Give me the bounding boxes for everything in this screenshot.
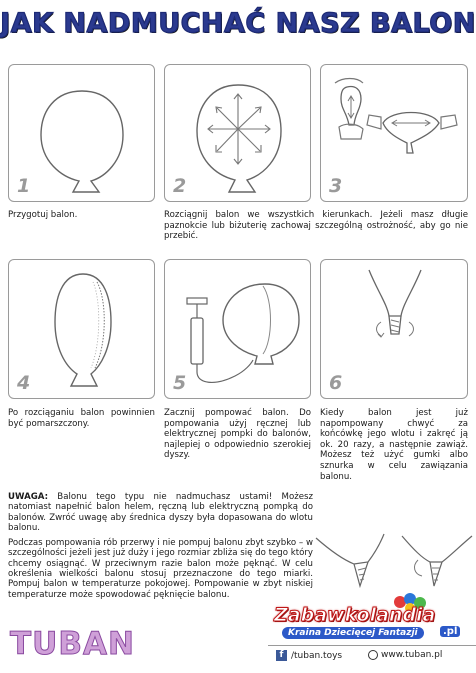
zabawkolandia-tagline: Kraina Dziecięcej Fantazji [282,627,424,639]
step-2-caption: Rozciągnij balon we wszystkich kierunkach. Jeżeli masz długie paznokcie lub biżuterię zachowaj szczególną ostrożność, aby go nie przebić. [164,210,468,242]
warning-label: UWAGA: [8,492,49,502]
step-1-panel [8,64,155,202]
balloon-illustration [9,65,155,202]
wrinkled-balloon-illustration [9,260,155,399]
step-5-caption: Zacznij pompować balon. Do pompowania użyj ręcznej lub elektrycznej pompki do balonów, najlepiej o odpowiednio szerokiej dyszy. [164,408,311,461]
step-number: 6 [329,372,343,394]
step-number: 4 [17,372,31,394]
facebook-icon: f [276,650,287,661]
step-4-caption: Po rozciąganiu balon powinnien być pomarszczony. [8,408,155,429]
facebook-handle: /tuban.toys [291,650,343,661]
balloon-stretch-illustration [165,65,311,202]
step-5-panel [164,259,311,399]
zabawkolandia-logo [268,598,468,644]
step-6-caption: Kiedy balon jest już napompowany chwyć za końcówkę jego wlotu i zakręć ją ok. 20 razy, a następnie zawiąż. Możesz też użyć gumki albo sznurka w celu zawiązania balonu. [320,408,468,482]
tied-balloons-illustration [314,532,474,594]
step-number: 1 [17,175,31,197]
step-number: 3 [329,175,343,197]
globe-icon [368,650,378,660]
zabawkolandia-tld: .pl [440,626,460,637]
zabawkolandia-name: Zabawkolandia [274,604,436,626]
warning-paragraph-1: Balonu tego typu nie nadmuchasz ustami! Możesz natomiast napełnić balon helem, ręczną lub elektryczną pompką do balonów. Zwróć uwagę aby średnica dyszy była dopasowana do wlotu balonu. [8,492,314,533]
page-title: JAK NADMUCHAĆ NASZ BALON [0,8,476,39]
step-number: 5 [173,372,187,394]
tuban-logo: TUBAN [10,626,135,662]
step-2-panel [164,64,311,202]
warning-text [8,492,313,605]
step-3-panel [320,64,468,202]
hands-stretch-illustration [321,65,468,202]
tie-balloon-illustration [321,260,468,399]
step-number: 2 [173,175,187,197]
footer-divider [268,645,476,646]
website-link[interactable] [368,650,442,660]
pump-balloon-illustration [165,260,311,399]
warning-paragraph-2: Podczas pompowania rób przerwy i nie pompuj balonu zbyt szybko – w szczególności jeżeli jest już duży i jego rozmiar zbliża się do tego który chcemy osiągnąć. W przeciwnym razie balon może pęknąć. W celu określenia wielkości balonu stosuj przeznaczone do tego miarki. Pompuj balon w temperaturze pokojowej. Pompowanie w zbyt niskiej temperaturze może spowodować pęknięcie balonu. [8,538,313,600]
step-4-panel [8,259,155,399]
step-6-panel [320,259,468,399]
step-1-caption: Przygotuj balon. [8,210,78,220]
website-url: www.tuban.pl [381,650,443,660]
facebook-link[interactable] [276,650,342,661]
